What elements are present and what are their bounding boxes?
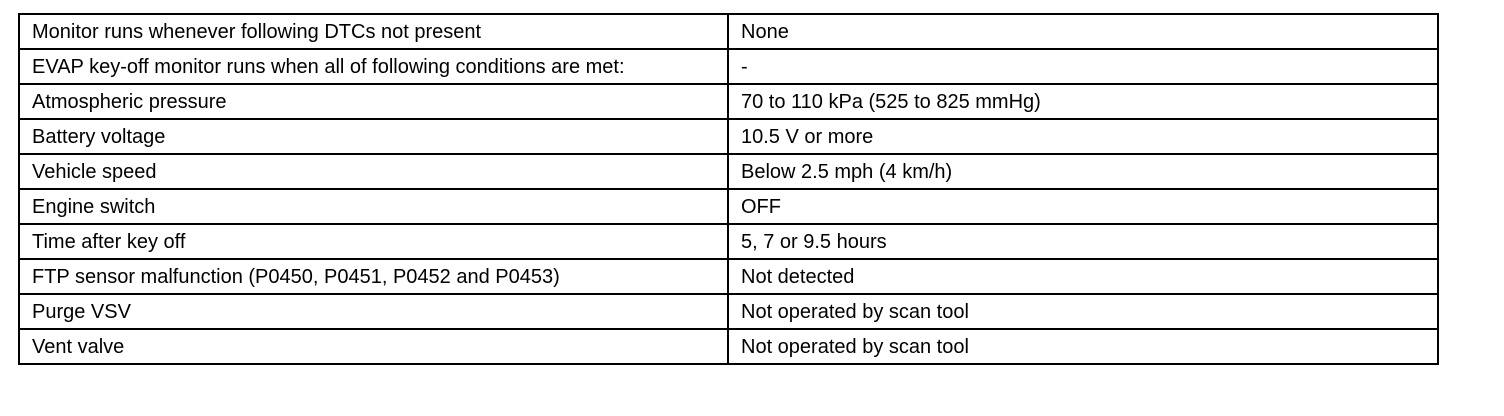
condition-item-cell: Atmospheric pressure	[19, 84, 728, 119]
condition-item-cell: Time after key off	[19, 224, 728, 259]
table-row	[19, 154, 1438, 189]
condition-item-cell: Battery voltage	[19, 119, 728, 154]
table-row	[19, 119, 1438, 154]
table-row	[19, 189, 1438, 224]
condition-value-cell: 70 to 110 kPa (525 to 825 mmHg)	[728, 84, 1438, 119]
condition-value-cell: Not operated by scan tool	[728, 294, 1438, 329]
condition-value-cell: 5, 7 or 9.5 hours	[728, 224, 1438, 259]
condition-value-cell: None	[728, 14, 1438, 49]
table-row	[19, 294, 1438, 329]
condition-value-cell: -	[728, 49, 1438, 84]
condition-value-cell: 10.5 V or more	[728, 119, 1438, 154]
condition-item-cell: Vent valve	[19, 329, 728, 364]
condition-value-cell: Not operated by scan tool	[728, 329, 1438, 364]
table-row	[19, 14, 1438, 49]
table-row	[19, 259, 1438, 294]
condition-item-cell: FTP sensor malfunction (P0450, P0451, P0452 and P0453)	[19, 259, 728, 294]
table-row	[19, 49, 1438, 84]
condition-item-cell: Engine switch	[19, 189, 728, 224]
table-row	[19, 224, 1438, 259]
condition-value-cell: Not detected	[728, 259, 1438, 294]
conditions-table	[18, 13, 1439, 365]
table-row	[19, 329, 1438, 364]
condition-value-cell: Below 2.5 mph (4 km/h)	[728, 154, 1438, 189]
condition-item-cell: Monitor runs whenever following DTCs not present	[19, 14, 728, 49]
conditions-table-body	[19, 14, 1438, 364]
condition-item-cell: Purge VSV	[19, 294, 728, 329]
condition-value-cell: OFF	[728, 189, 1438, 224]
table-row	[19, 84, 1438, 119]
condition-item-cell: Vehicle speed	[19, 154, 728, 189]
condition-item-cell: EVAP key-off monitor runs when all of following conditions are met:	[19, 49, 728, 84]
